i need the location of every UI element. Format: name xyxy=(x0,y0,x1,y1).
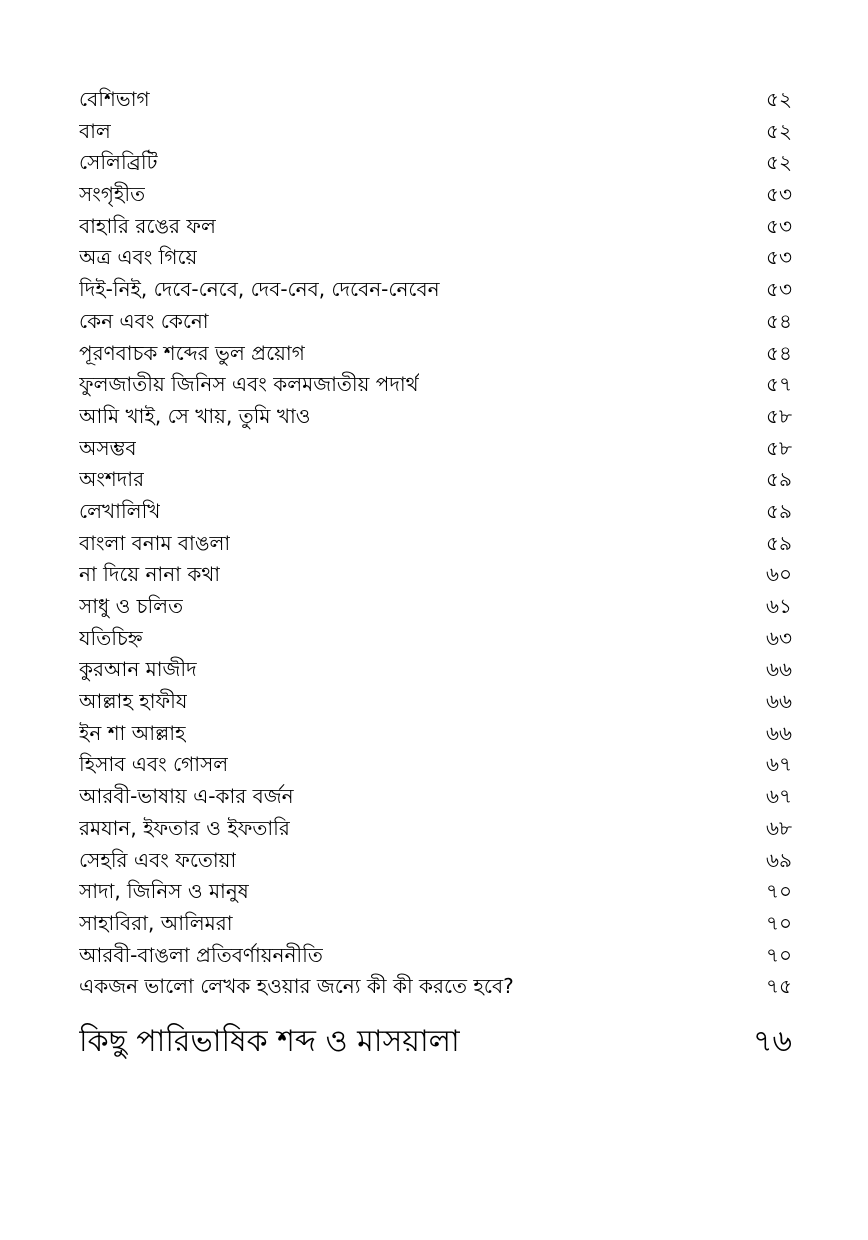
toc-entry-title: আরবী-বাঙলা প্রতিবর্ণায়ননীতি xyxy=(79,942,323,967)
toc-entry xyxy=(79,528,792,560)
toc-entry xyxy=(79,686,792,718)
toc-entry xyxy=(79,433,792,465)
toc-entry-title: বাল xyxy=(79,118,111,143)
toc-entry xyxy=(79,116,792,148)
toc-entry xyxy=(79,559,792,591)
toc-entry-page: ৬৬ xyxy=(765,689,792,714)
toc-entry-title: হিসাব এবং গোসল xyxy=(79,752,229,777)
toc-entry-title: ফুলজাতীয় জিনিস এবং কলমজাতীয় পদার্থ xyxy=(79,372,419,397)
toc-entry-title: আরবী-ভাষায় এ-কার বর্জন xyxy=(79,784,294,809)
toc-entry xyxy=(79,179,792,211)
toc-entry-title: একজন ভালো লেখক হওয়ার জন্যে কী কী করতে হবে? xyxy=(79,974,514,999)
toc-entry xyxy=(79,464,792,496)
toc-entry-title: যতিচিহ্ন xyxy=(79,625,143,650)
toc-entry-title: পূরণবাচক শব্দের ভুল প্রয়োগ xyxy=(79,340,305,365)
toc-entry-page: ৭০ xyxy=(765,942,792,967)
toc-entry-title: সেহরি এবং ফতোয়া xyxy=(79,847,237,872)
toc-entry xyxy=(79,496,792,528)
toc-entry-page: ৫৯ xyxy=(766,530,792,555)
toc-entry-page: ৫২ xyxy=(766,118,792,143)
toc-entry-title: রমযান, ইফতার ও ইফতারি xyxy=(79,815,290,840)
toc-entry-title: সংগৃহীত xyxy=(79,182,146,207)
section-page-number: ৭৬ xyxy=(752,1024,792,1059)
toc-entry xyxy=(79,338,792,370)
toc-entry-title: বাহারি রঙের ফল xyxy=(79,213,216,238)
toc-entry-page: ৬৮ xyxy=(766,815,792,840)
toc-entry xyxy=(79,940,792,972)
toc-entry-page: ৬৩ xyxy=(765,625,792,650)
toc-entry xyxy=(79,781,792,813)
toc-entry-page: ৬৭ xyxy=(765,752,792,777)
toc-entry xyxy=(79,654,792,686)
toc-entry-title: দিই-নিই, দেবে-নেবে, দেব-নেব, দেবেন-নেবেন xyxy=(79,277,440,302)
toc-entry xyxy=(79,813,792,845)
toc-entry xyxy=(79,147,792,179)
toc-entry-page: ৫২ xyxy=(766,150,792,175)
toc-entry-title: সাদা, জিনিস ও মানুষ xyxy=(79,879,249,904)
table-of-contents xyxy=(79,84,792,1003)
toc-entry-title: আমি খাই, সে খায়, তুমি খাও xyxy=(79,403,311,428)
toc-entry-page: ৫৪ xyxy=(766,340,792,365)
toc-entry-title: লেখালিখি xyxy=(79,498,161,523)
toc-entry xyxy=(79,876,792,908)
toc-entry-title: কুরআন মাজীদ xyxy=(79,657,197,682)
toc-entry-page: ৫৩ xyxy=(766,213,792,238)
toc-entry-title: সাহাবিরা, আলিমরা xyxy=(79,910,233,935)
toc-entry-title: না দিয়ে নানা কথা xyxy=(79,562,221,587)
toc-entry xyxy=(79,971,792,1003)
toc-entry-page: ৭০ xyxy=(765,879,792,904)
toc-entry xyxy=(79,591,792,623)
toc-entry xyxy=(79,211,792,243)
toc-entry-page: ৫৩ xyxy=(766,245,792,270)
toc-entry-title: সেলিব্রিটি xyxy=(79,150,158,175)
toc-entry-page: ৫৪ xyxy=(766,308,792,333)
toc-entry-title: কেন এবং কেনো xyxy=(79,308,209,333)
toc-entry xyxy=(79,845,792,877)
toc-entry xyxy=(79,718,792,750)
toc-entry-page: ৭০ xyxy=(765,910,792,935)
toc-entry-page: ৬৭ xyxy=(765,784,792,809)
toc-entry xyxy=(79,369,792,401)
toc-entry-page: ৫৯ xyxy=(766,498,792,523)
toc-entry-page: ৬৯ xyxy=(766,847,792,872)
toc-entry xyxy=(79,908,792,940)
toc-entry-page: ৫৩ xyxy=(766,182,792,207)
toc-entry-page: ৫৮ xyxy=(766,435,792,460)
toc-entry xyxy=(79,306,792,338)
toc-entry-page: ৫৩ xyxy=(766,277,792,302)
toc-entry-title: অংশদার xyxy=(79,467,145,492)
section-heading-row xyxy=(79,1018,792,1066)
toc-entry-page: ৭৫ xyxy=(766,974,792,999)
toc-entry-title: বাংলা বনাম বাঙলা xyxy=(79,530,231,555)
toc-entry xyxy=(79,84,792,116)
toc-entry-page: ৫৭ xyxy=(766,372,792,397)
toc-entry-title: অত্র এবং গিয়ে xyxy=(79,245,198,270)
toc-entry-page: ৬৬ xyxy=(765,720,792,745)
toc-entry-title: ইন শা আল্লাহ xyxy=(79,720,186,745)
toc-entry xyxy=(79,274,792,306)
toc-entry-page: ৫২ xyxy=(766,87,792,111)
toc-entry-title: আল্লাহ হাফীয xyxy=(79,689,188,714)
section-title: কিছু পারিভাষিক শব্দ ও মাসয়ালা xyxy=(79,1024,460,1059)
toc-entry xyxy=(79,242,792,274)
toc-entry-page: ৫৮ xyxy=(766,403,792,428)
toc-entry xyxy=(79,749,792,781)
toc-entry xyxy=(79,401,792,433)
toc-entry-page: ৬১ xyxy=(766,594,792,618)
toc-entry-page: ৬৬ xyxy=(765,657,792,682)
toc-entry-title: সাধু ও চলিত xyxy=(79,594,184,618)
toc-entry-title: বেশিভাগ xyxy=(79,87,150,111)
toc-entry xyxy=(79,623,792,655)
toc-entry-page: ৫৯ xyxy=(766,467,792,492)
toc-entry-page: ৬০ xyxy=(765,562,792,587)
toc-entry-title: অসম্ভব xyxy=(79,435,137,460)
